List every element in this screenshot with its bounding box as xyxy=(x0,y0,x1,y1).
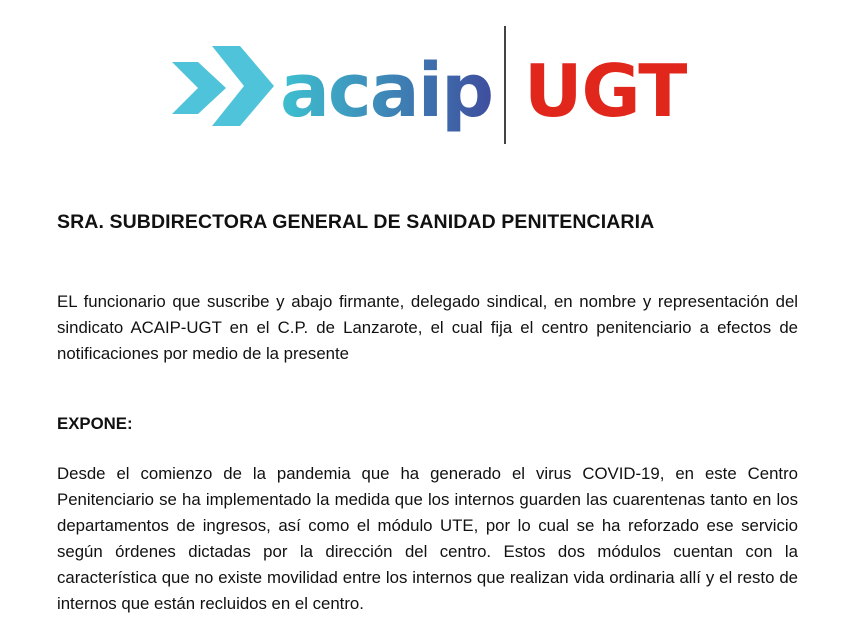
intro-paragraph: EL funcionario que suscribe y abajo firmante, delegado sindical, en nombre y representación del sindicato ACAIP-UGT en el C.P. de Lanzarote, el cual fija el centro penitenciario a efectos de notificaciones por medio de la presente xyxy=(57,292,798,363)
logo-graphic xyxy=(168,26,688,146)
section-heading: EXPONE: xyxy=(57,414,133,433)
document-title: SRA. SUBDIRECTORA GENERAL DE SANIDAD PENITENCIARIA xyxy=(57,211,655,233)
double-chevron-right-icon xyxy=(172,46,274,126)
body-paragraph: Desde el comienzo de la pandemia que ha generado el virus COVID-19, en este Centro Penitenciario se ha implementado la medida que los internos guarden las cuarentenas tanto en los departamentos de ingresos, así como el módulo UTE, por lo cual se ha reforzado ese servicio según órdenes dictadas por la dirección del centro. Estos dos módulos cuentan con la característica que no existe movilidad entre los internos que realizan vida ordinaria allí y el resto de internos que están recluidos en el centro. xyxy=(57,464,798,613)
ugt-wordmark: UGT xyxy=(524,49,687,133)
logo-divider xyxy=(504,26,506,144)
acaip-ugt-logo xyxy=(168,26,688,146)
acaip-wordmark: acaip xyxy=(280,48,493,134)
